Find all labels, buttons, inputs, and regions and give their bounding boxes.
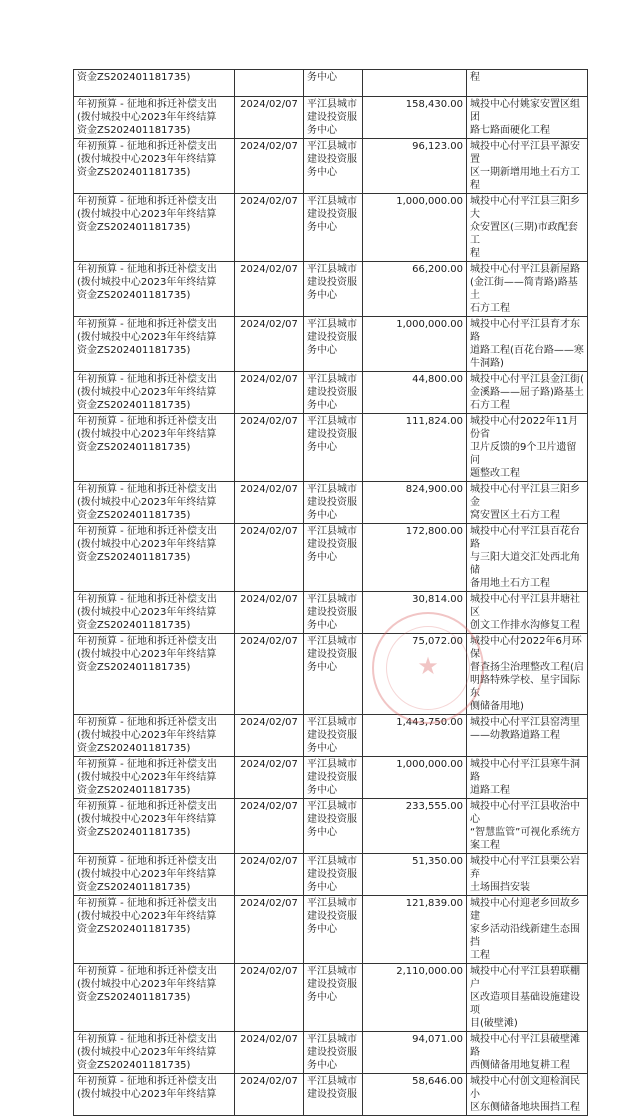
cell-amount-text: 51,350.00 xyxy=(412,856,463,867)
cell-date-text: 2024/02/07 xyxy=(240,196,298,207)
cell-budget-item-text: 年初预算 - 征地和拆迁补偿支出 (拨付城投中心2023年年终结算 资金ZS202401181735) xyxy=(77,636,217,673)
cell-amount-text: 121,839.00 xyxy=(405,898,463,909)
cell-description xyxy=(467,1074,588,1116)
cell-date-text: 2024/02/07 xyxy=(240,801,298,812)
cell-date xyxy=(235,414,304,482)
cell-recipient-unit xyxy=(304,964,363,1032)
table-row xyxy=(74,372,588,414)
cell-date xyxy=(235,194,304,262)
cell-description xyxy=(467,1032,588,1074)
cell-date xyxy=(235,372,304,414)
table-row xyxy=(74,482,588,524)
cell-budget-item xyxy=(74,634,235,715)
cell-budget-item xyxy=(74,194,235,262)
cell-budget-item-text: 年初预算 - 征地和拆迁补偿支出 (拨付城投中心2023年年终结算 资金ZS202401181735) xyxy=(77,484,217,521)
cell-amount-text: 96,123.00 xyxy=(412,141,463,152)
cell-recipient-unit-text: 平江县城市 建设投资服 务中心 xyxy=(307,196,357,233)
cell-budget-item-text: 年初预算 - 征地和拆迁补偿支出 (拨付城投中心2023年年终结算 资金ZS202401181735) xyxy=(77,759,217,796)
cell-budget-item-text: 年初预算 - 征地和拆迁补偿支出 (拨付城投中心2023年年终结算 资金ZS202401181735) xyxy=(77,1034,217,1071)
cell-budget-item xyxy=(74,372,235,414)
cell-amount xyxy=(363,482,467,524)
cell-amount xyxy=(363,799,467,854)
cell-date xyxy=(235,524,304,592)
cell-recipient-unit xyxy=(304,1074,363,1116)
cell-date-text: 2024/02/07 xyxy=(240,319,298,330)
cell-date-text: 2024/02/07 xyxy=(240,1034,298,1045)
cell-amount-text: 1,000,000.00 xyxy=(396,196,463,207)
cell-amount xyxy=(363,372,467,414)
cell-amount xyxy=(363,70,467,97)
cell-recipient-unit xyxy=(304,139,363,194)
cell-recipient-unit-text: 平江县城市 建设投资服 务中心 xyxy=(307,319,357,356)
cell-budget-item xyxy=(74,896,235,964)
table-row xyxy=(74,592,588,634)
cell-description xyxy=(467,194,588,262)
cell-budget-item xyxy=(74,799,235,854)
cell-budget-item-text: 年初预算 - 征地和拆迁补偿支出 (拨付城投中心2023年年终结算 资金ZS202401181735) xyxy=(77,374,217,411)
cell-budget-item xyxy=(74,1074,235,1116)
cell-description-text: 城投中心付平江县破壁滩路 西侧储备用地复耕工程 xyxy=(470,1034,580,1071)
cell-recipient-unit-text: 平江县城市 建设投资服 务中心 xyxy=(307,759,357,796)
cell-date xyxy=(235,262,304,317)
cell-recipient-unit xyxy=(304,194,363,262)
cell-budget-item-text: 年初预算 - 征地和拆迁补偿支出 (拨付城投中心2023年年终结算 资金ZS202401181735) xyxy=(77,898,217,935)
cell-budget-item xyxy=(74,715,235,757)
cell-description-text: 城投中心付平江县收治中心 “智慧监管”可视化系统方 案工程 xyxy=(470,801,581,851)
cell-budget-item xyxy=(74,414,235,482)
table-row xyxy=(74,1074,588,1116)
seal-star-icon: ★ xyxy=(417,652,439,680)
cell-recipient-unit-text: 平江县城市 建设投资服 务中心 xyxy=(307,1034,357,1071)
cell-amount xyxy=(363,139,467,194)
cell-recipient-unit xyxy=(304,799,363,854)
cell-amount xyxy=(363,896,467,964)
table-row xyxy=(74,964,588,1032)
cell-description xyxy=(467,592,588,634)
cell-description-text: 城投中心付平江县新屋路 (金江街——简青路)路基土 石方工程 xyxy=(470,264,580,314)
cell-recipient-unit xyxy=(304,262,363,317)
cell-description xyxy=(467,262,588,317)
cell-description xyxy=(467,70,588,97)
cell-budget-item xyxy=(74,139,235,194)
table-row xyxy=(74,194,588,262)
table-row xyxy=(74,262,588,317)
cell-amount xyxy=(363,854,467,896)
cell-description-text: 城投中心付平江县碧联棚户 区改造项目基础设施建设项 目(破壁滩) xyxy=(470,966,580,1029)
cell-budget-item-text: 年初预算 - 征地和拆迁补偿支出 (拨付城投中心2023年年终结算 资金ZS202401181735) xyxy=(77,141,217,178)
cell-recipient-unit xyxy=(304,70,363,97)
cell-amount xyxy=(363,715,467,757)
cell-date-text: 2024/02/07 xyxy=(240,759,298,770)
cell-description-text: 城投中心付创文迎检润民小 区东侧储备地块围挡工程 xyxy=(470,1076,580,1113)
cell-budget-item xyxy=(74,524,235,592)
cell-recipient-unit-text: 平江县城市 建设投资服 务中心 xyxy=(307,264,357,301)
cell-budget-item xyxy=(74,1032,235,1074)
cell-amount xyxy=(363,414,467,482)
cell-description-text: 城投中心付平江县寒牛洞路 道路工程 xyxy=(470,759,580,796)
cell-description-text: 城投中心付2022年11月份省 卫片反馈的9个卫片遗留问 题整改工程 xyxy=(470,416,579,479)
table-row xyxy=(74,70,588,97)
cell-description-text: 城投中心付平江县三阳乡金 窝安置区土石方工程 xyxy=(470,484,580,521)
cell-amount-text: 1,443,750.00 xyxy=(396,717,463,728)
cell-date-text: 2024/02/07 xyxy=(240,966,298,977)
cell-date xyxy=(235,757,304,799)
cell-description xyxy=(467,414,588,482)
cell-recipient-unit xyxy=(304,524,363,592)
cell-date xyxy=(235,799,304,854)
cell-amount-text: 1,000,000.00 xyxy=(396,759,463,770)
cell-recipient-unit xyxy=(304,482,363,524)
cell-budget-item-text: 资金ZS202401181735) xyxy=(77,72,191,83)
cell-recipient-unit-text: 平江县城市 建设投资服 务中心 xyxy=(307,99,357,136)
cell-description xyxy=(467,139,588,194)
cell-recipient-unit-text: 平江县城市 建设投资服 务中心 xyxy=(307,594,357,631)
cell-recipient-unit-text: 平江县城市 建设投资服 务中心 xyxy=(307,374,357,411)
cell-budget-item-text: 年初预算 - 征地和拆迁补偿支出 (拨付城投中心2023年年终结算 资金ZS202401181735) xyxy=(77,99,217,136)
cell-amount xyxy=(363,964,467,1032)
cell-date xyxy=(235,854,304,896)
cell-amount-text: 1,000,000.00 xyxy=(396,319,463,330)
table-row xyxy=(74,1032,588,1074)
cell-budget-item-text: 年初预算 - 征地和拆迁补偿支出 (拨付城投中心2023年年终结算 资金ZS202401181735) xyxy=(77,856,217,893)
cell-amount xyxy=(363,194,467,262)
cell-date xyxy=(235,482,304,524)
cell-budget-item-text: 年初预算 - 征地和拆迁补偿支出 (拨付城投中心2023年年终结算 资金ZS202401181735) xyxy=(77,196,217,233)
cell-date xyxy=(235,715,304,757)
cell-amount xyxy=(363,592,467,634)
cell-amount-text: 94,071.00 xyxy=(412,1034,463,1045)
cell-date-text: 2024/02/07 xyxy=(240,484,298,495)
cell-budget-item xyxy=(74,854,235,896)
cell-description xyxy=(467,757,588,799)
cell-description-text: 城投中心付平江县育才东路 道路工程(百花台路——寒 牛洞路) xyxy=(470,319,584,369)
cell-amount-text: 111,824.00 xyxy=(405,416,463,427)
cell-date xyxy=(235,317,304,372)
cell-budget-item-text: 年初预算 - 征地和拆迁补偿支出 (拨付城投中心2023年年终结算 资金ZS202401181735) xyxy=(77,526,217,563)
table-row xyxy=(74,414,588,482)
cell-description-text: 城投中心付平江县栗公岩弃 土场围挡安装 xyxy=(470,856,580,893)
cell-amount xyxy=(363,317,467,372)
cell-description xyxy=(467,524,588,592)
cell-description xyxy=(467,97,588,139)
cell-date-text: 2024/02/07 xyxy=(240,856,298,867)
cell-date xyxy=(235,139,304,194)
cell-amount-text: 30,814.00 xyxy=(412,594,463,605)
table-row xyxy=(74,139,588,194)
table-row xyxy=(74,757,588,799)
cell-budget-item xyxy=(74,592,235,634)
cell-description-text: 程 xyxy=(470,72,480,83)
cell-budget-item-text: 年初预算 - 征地和拆迁补偿支出 (拨付城投中心2023年年终结算 资金ZS202401181735) xyxy=(77,319,217,356)
cell-date xyxy=(235,964,304,1032)
cell-budget-item xyxy=(74,317,235,372)
cell-recipient-unit xyxy=(304,854,363,896)
cell-amount xyxy=(363,1032,467,1074)
cell-description-text: 城投中心付平江县百花台路 与三阳大道交汇处西北角储 备用地土石方工程 xyxy=(470,526,580,589)
cell-date-text: 2024/02/07 xyxy=(240,717,298,728)
cell-description-text: 城投中心付平江县井塘社区 创文工作排水沟修复工程 xyxy=(470,594,580,631)
cell-amount-text: 75,072.00 xyxy=(412,636,463,647)
cell-description xyxy=(467,854,588,896)
cell-amount-text: 172,800.00 xyxy=(405,526,463,537)
cell-description-text: 城投中心付平江县三阳乡大 众安置区(三期)市政配套工 程 xyxy=(470,196,580,259)
cell-budget-item-text: 年初预算 - 征地和拆迁补偿支出 (拨付城投中心2023年年终结算 资金ZS202401181735) xyxy=(77,594,217,631)
cell-description xyxy=(467,964,588,1032)
table-row xyxy=(74,634,588,715)
cell-date-text: 2024/02/07 xyxy=(240,898,298,909)
cell-description-text: 城投中心付平江县金江街( 金溪路——屈子路)路基土 石方工程 xyxy=(470,374,584,411)
cell-amount xyxy=(363,262,467,317)
ledger-body xyxy=(74,70,588,1116)
table-row xyxy=(74,524,588,592)
cell-recipient-unit xyxy=(304,715,363,757)
cell-budget-item-text: 年初预算 - 征地和拆迁补偿支出 (拨付城投中心2023年年终结算 资金ZS202401181735) xyxy=(77,801,217,838)
cell-amount-text: 2,110,000.00 xyxy=(396,966,463,977)
cell-description xyxy=(467,715,588,757)
cell-date-text: 2024/02/07 xyxy=(240,374,298,385)
cell-recipient-unit xyxy=(304,414,363,482)
cell-budget-item xyxy=(74,482,235,524)
cell-date-text: 2024/02/07 xyxy=(240,636,298,647)
cell-budget-item xyxy=(74,70,235,97)
cell-date xyxy=(235,896,304,964)
table-row xyxy=(74,317,588,372)
cell-description-text: 城投中心付迎老乡回故乡建 家乡活动沿线新建生态围挡 工程 xyxy=(470,898,580,961)
cell-description xyxy=(467,482,588,524)
cell-budget-item xyxy=(74,757,235,799)
cell-amount xyxy=(363,97,467,139)
cell-recipient-unit xyxy=(304,592,363,634)
cell-recipient-unit-text: 平江县城市 建设投资服 务中心 xyxy=(307,966,357,1003)
cell-recipient-unit-text: 务中心 xyxy=(307,72,337,83)
cell-amount-text: 158,430.00 xyxy=(405,99,463,110)
cell-budget-item xyxy=(74,97,235,139)
cell-description xyxy=(467,317,588,372)
cell-recipient-unit-text: 平江县城市 建设投资服 务中心 xyxy=(307,526,357,563)
cell-description-text: 城投中心付2022年6月环保 督查扬尘治理整改工程(启 明路特殊学校、星宇国际东 侧储备用地) xyxy=(470,636,584,712)
cell-date xyxy=(235,592,304,634)
cell-recipient-unit-text: 平江县城市 建设投资服 务中心 xyxy=(307,801,357,838)
cell-recipient-unit xyxy=(304,757,363,799)
cell-amount xyxy=(363,634,467,715)
cell-budget-item-text: 年初预算 - 征地和拆迁补偿支出 (拨付城投中心2023年年终结算 资金ZS202401181735) xyxy=(77,264,217,301)
cell-amount xyxy=(363,1074,467,1116)
cell-recipient-unit-text: 平江县城市 建设投资服 务中心 xyxy=(307,141,357,178)
table-row xyxy=(74,715,588,757)
table-row xyxy=(74,854,588,896)
cell-description-text: 城投中心付平江县窑湾里 ——幼教路道路工程 xyxy=(470,717,580,741)
cell-date xyxy=(235,634,304,715)
cell-description xyxy=(467,799,588,854)
table-row xyxy=(74,896,588,964)
cell-recipient-unit-text: 平江县城市 建设投资服 务中心 xyxy=(307,416,357,453)
cell-date-text: 2024/02/07 xyxy=(240,526,298,537)
cell-recipient-unit-text: 平江县城市 建设投资服 务中心 xyxy=(307,636,357,673)
cell-recipient-unit xyxy=(304,317,363,372)
cell-recipient-unit-text: 平江县城市 建设投资服 务中心 xyxy=(307,717,357,754)
cell-description-text: 城投中心付姚家安置区组团 路七路面硬化工程 xyxy=(470,99,580,136)
cell-date-text: 2024/02/07 xyxy=(240,416,298,427)
cell-date-text: 2024/02/07 xyxy=(240,141,298,152)
cell-recipient-unit xyxy=(304,896,363,964)
cell-budget-item xyxy=(74,262,235,317)
cell-date-text: 2024/02/07 xyxy=(240,99,298,110)
cell-amount-text: 58,646.00 xyxy=(412,1076,463,1087)
cell-amount xyxy=(363,757,467,799)
cell-description xyxy=(467,896,588,964)
payment-ledger-table xyxy=(73,69,588,1116)
cell-budget-item-text: 年初预算 - 征地和拆迁补偿支出 (拨付城投中心2023年年终结算 资金ZS202401181735) xyxy=(77,416,217,453)
table-row xyxy=(74,97,588,139)
cell-description-text: 城投中心付平江县平源安置 区一期新增用地土石方工程 xyxy=(470,141,580,191)
cell-amount-text: 44,800.00 xyxy=(412,374,463,385)
cell-budget-item xyxy=(74,964,235,1032)
cell-date-text: 2024/02/07 xyxy=(240,264,298,275)
cell-recipient-unit-text: 平江县城市 建设投资服 务中心 xyxy=(307,856,357,893)
cell-date xyxy=(235,1074,304,1116)
cell-date xyxy=(235,97,304,139)
cell-date xyxy=(235,1032,304,1074)
cell-budget-item-text: 年初预算 - 征地和拆迁补偿支出 (拨付城投中心2023年年终结算 资金ZS202401181735) xyxy=(77,966,217,1003)
cell-recipient-unit xyxy=(304,634,363,715)
cell-date xyxy=(235,70,304,97)
table-row xyxy=(74,799,588,854)
cell-amount-text: 824,900.00 xyxy=(405,484,463,495)
cell-amount-text: 66,200.00 xyxy=(412,264,463,275)
cell-date-text: 2024/02/07 xyxy=(240,1076,298,1087)
cell-amount-text: 233,555.00 xyxy=(405,801,463,812)
cell-recipient-unit-text: 平江县城市 建设投资服 务中心 xyxy=(307,484,357,521)
cell-recipient-unit-text: 平江县城市 建设投资服 xyxy=(307,1076,357,1100)
cell-budget-item-text: 年初预算 - 征地和拆迁补偿支出 (拨付城投中心2023年年终结算 xyxy=(77,1076,217,1100)
cell-recipient-unit-text: 平江县城市 建设投资服 务中心 xyxy=(307,898,357,935)
cell-date-text: 2024/02/07 xyxy=(240,594,298,605)
cell-description xyxy=(467,634,588,715)
cell-recipient-unit xyxy=(304,1032,363,1074)
cell-recipient-unit xyxy=(304,97,363,139)
cell-recipient-unit xyxy=(304,372,363,414)
cell-description xyxy=(467,372,588,414)
cell-budget-item-text: 年初预算 - 征地和拆迁补偿支出 (拨付城投中心2023年年终结算 资金ZS202401181735) xyxy=(77,717,217,754)
cell-amount xyxy=(363,524,467,592)
